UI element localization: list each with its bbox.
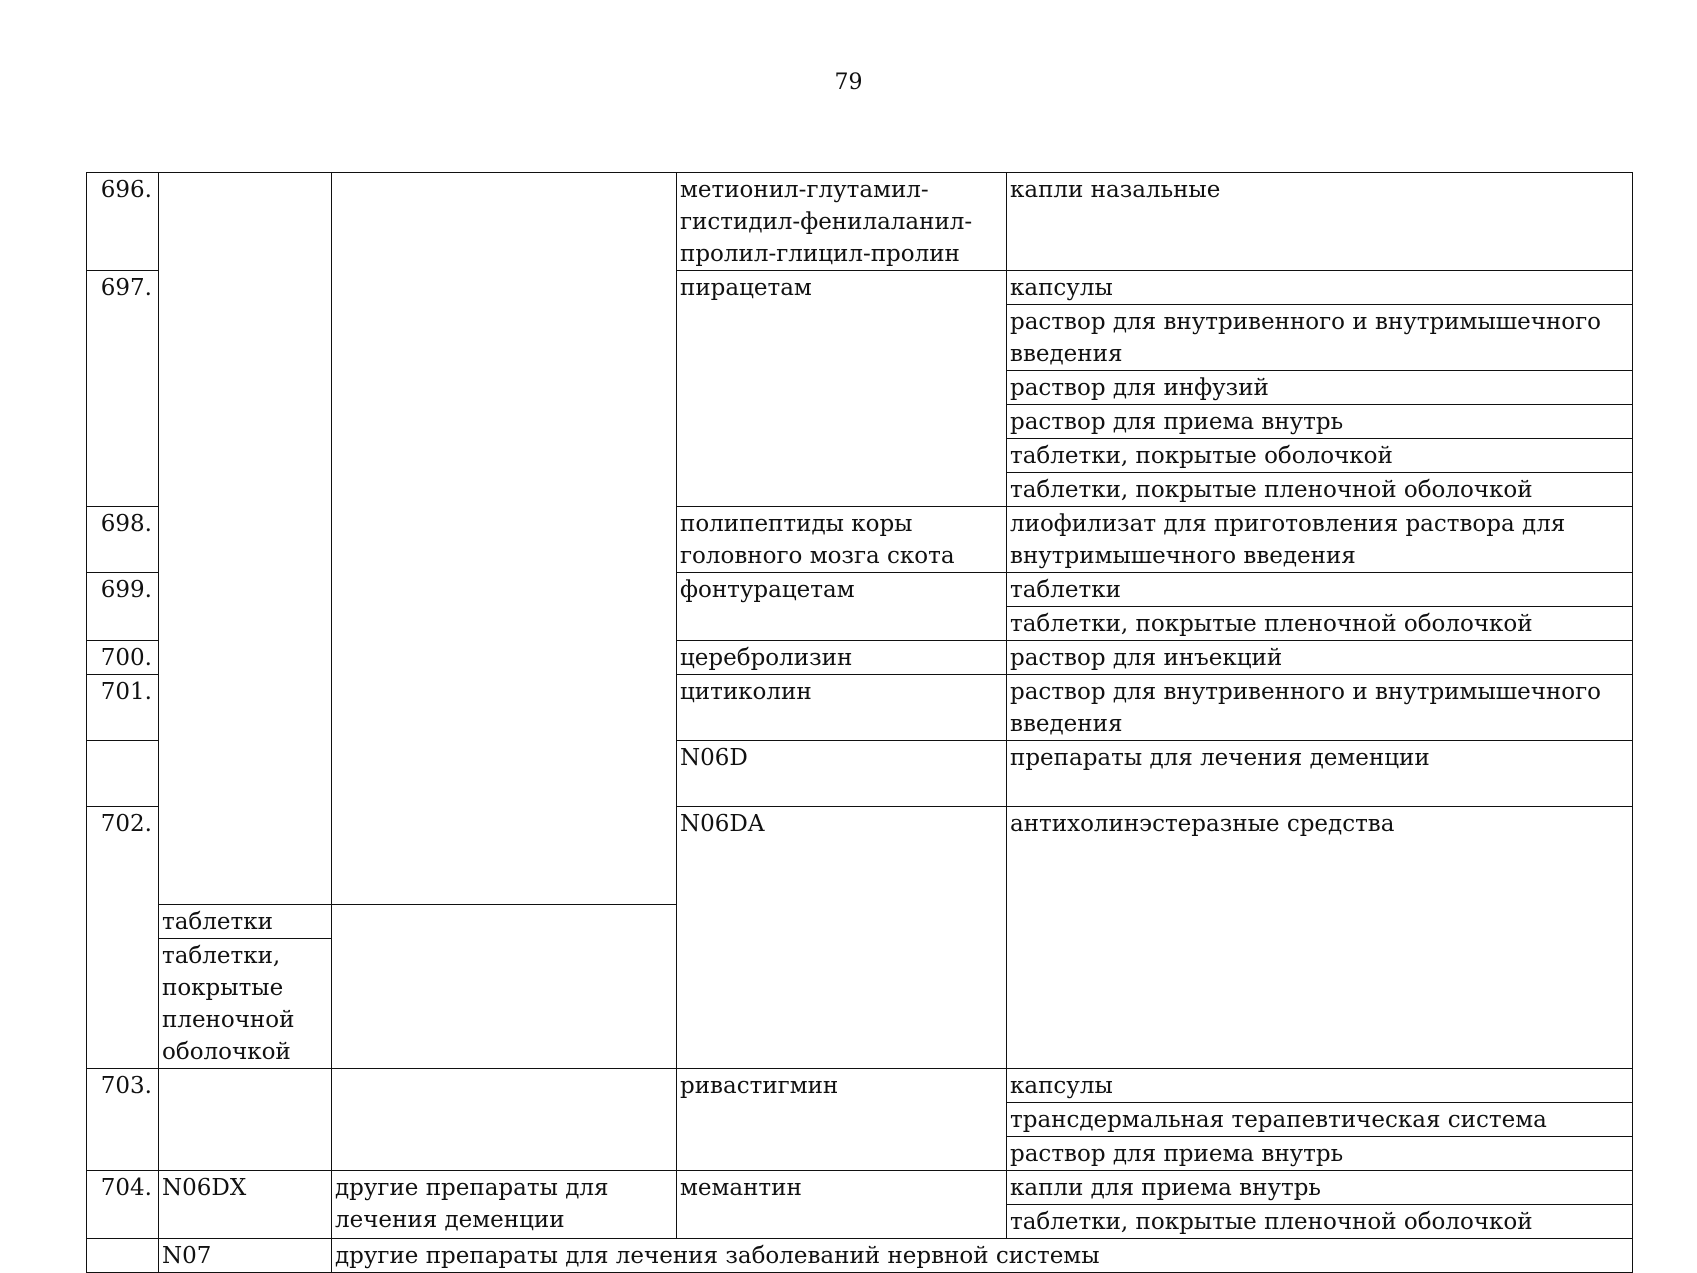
- drug-name: полипептиды коры головного мозга скота: [677, 507, 1007, 573]
- dosage-form: таблетки, покрытые оболочкой: [1007, 439, 1633, 473]
- group-name: препараты для лечения деменции: [1007, 741, 1633, 807]
- row-number: 704.: [87, 1171, 159, 1239]
- dosage-form: капли для приема внутрь: [1007, 1171, 1633, 1205]
- dosage-form: лиофилизат для приготовления раствора для внутримышечного введения: [1007, 507, 1633, 573]
- dosage-form: капли назальные: [1007, 173, 1633, 271]
- dosage-form: таблетки, покрытые пленочной оболочкой: [1007, 607, 1633, 641]
- dosage-form: таблетки, покрытые пленочной оболочкой: [1007, 473, 1633, 507]
- group-name: другие препараты для лечения заболеваний нервной системы: [332, 1239, 1633, 1273]
- atc-code: N06DA: [677, 807, 1007, 1069]
- dosage-form: раствор для приема внутрь: [1007, 405, 1633, 439]
- page-number: 79: [834, 70, 863, 95]
- dosage-form: раствор для инфузий: [1007, 371, 1633, 405]
- row-number: 699.: [87, 573, 159, 641]
- row-number: 696.: [87, 173, 159, 271]
- group-name-cell: [332, 173, 677, 905]
- row-number: 698.: [87, 507, 159, 573]
- dosage-form: раствор для приема внутрь: [1007, 1137, 1633, 1171]
- drug-name: церебролизин: [677, 641, 1007, 675]
- drug-name: пирацетам: [677, 271, 1007, 507]
- dosage-form: капсулы: [1007, 271, 1633, 305]
- dosage-form: таблетки, покрытые пленочной оболочкой: [159, 939, 332, 1069]
- dosage-form: капсулы: [1007, 1069, 1633, 1103]
- dosage-form: таблетки: [1007, 573, 1633, 607]
- drug-name: ривастигмин: [677, 1069, 1007, 1171]
- group-name: другие препараты для лечения деменции: [332, 1171, 677, 1239]
- atc-code-cell: [159, 1069, 332, 1171]
- drug-name: фонтурацетам: [677, 573, 1007, 641]
- table-row: [87, 1069, 1633, 1103]
- table-row: [87, 1239, 1633, 1273]
- dosage-form: таблетки: [159, 905, 332, 939]
- row-number: [87, 741, 159, 807]
- dosage-form: раствор для инъекций: [1007, 641, 1633, 675]
- drug-name: мемантин: [677, 1171, 1007, 1239]
- group-name-cell: [332, 1069, 677, 1171]
- row-number: 703.: [87, 1069, 159, 1171]
- drug-name: цитиколин: [677, 675, 1007, 741]
- atc-code: N06DX: [159, 1171, 332, 1239]
- row-number: 701.: [87, 675, 159, 741]
- row-number: [87, 1239, 159, 1273]
- atc-code-cell: [159, 173, 332, 905]
- row-number: 700.: [87, 641, 159, 675]
- dosage-form: раствор для внутривенного и внутримышечного введения: [1007, 305, 1633, 371]
- atc-code: N06D: [677, 741, 1007, 807]
- group-name: антихолинэстеразные средства: [1007, 807, 1633, 1069]
- dosage-form: таблетки, покрытые пленочной оболочкой: [1007, 1205, 1633, 1239]
- row-number: 702.: [87, 807, 159, 1069]
- atc-code: N07: [159, 1239, 332, 1273]
- table-row: [87, 1171, 1633, 1205]
- drug-table: [86, 172, 1633, 1273]
- dosage-form: раствор для внутривенного и внутримышечного введения: [1007, 675, 1633, 741]
- table-row: [87, 173, 1633, 271]
- dosage-form: трансдермальная терапевтическая система: [1007, 1103, 1633, 1137]
- row-number: 697.: [87, 271, 159, 507]
- drug-name: метионил-глутамил- гистидил-фенилаланил- пролил-глицил-пролин: [677, 173, 1007, 271]
